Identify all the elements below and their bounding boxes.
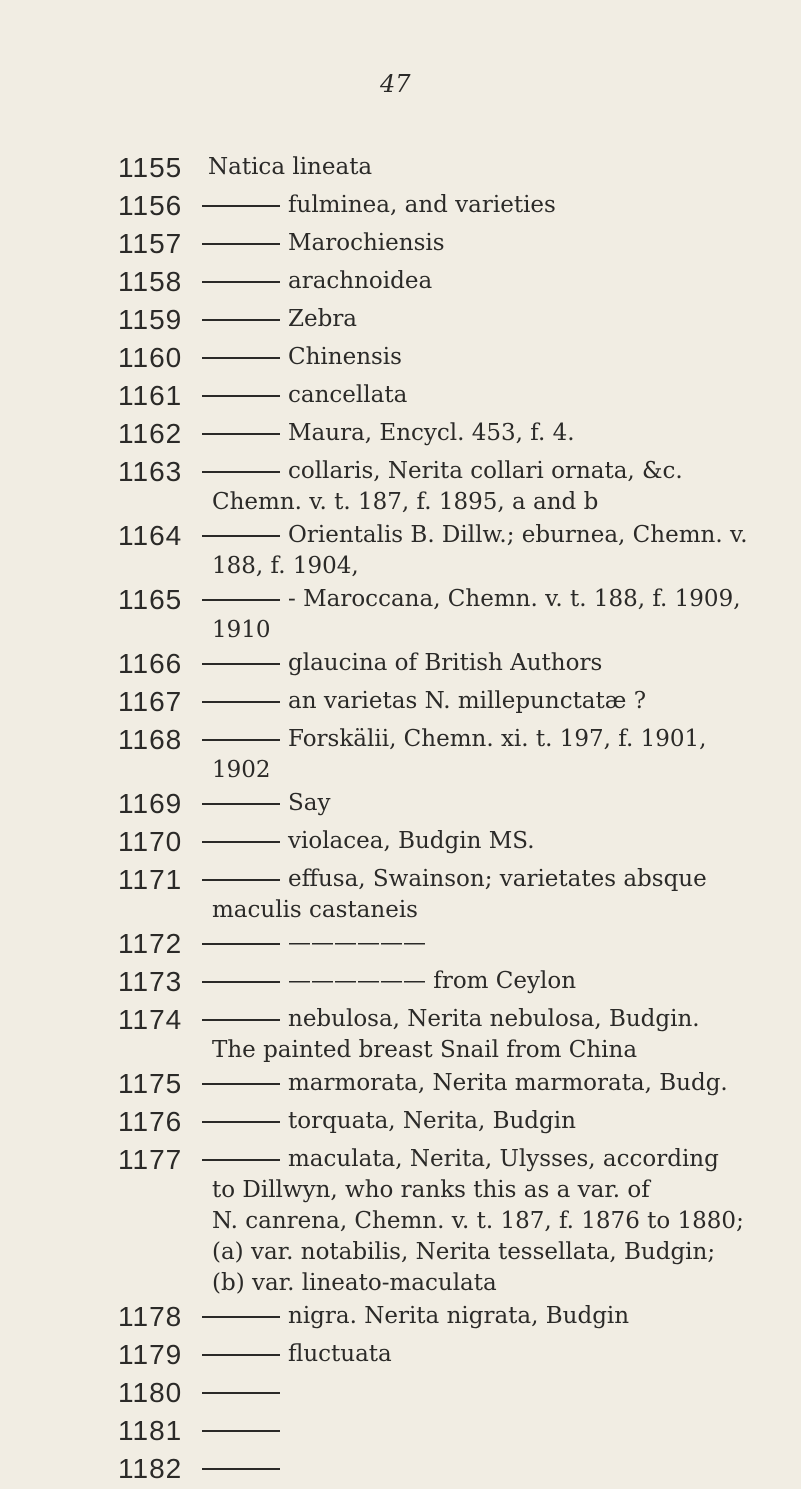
ditto-dash: [202, 1354, 280, 1356]
ditto-dash: [202, 1430, 280, 1432]
catalogue-entry: [0, 646, 801, 684]
entry-number: 1180: [118, 1377, 183, 1408]
ditto-dash: [202, 1316, 280, 1318]
entry-number: 1176: [118, 1106, 183, 1137]
catalogue-entry: [0, 1413, 801, 1451]
entry-text: [208, 150, 761, 183]
entry-number: 1159: [118, 304, 183, 335]
catalogue-entry: [0, 188, 801, 226]
entry-text: [202, 1142, 761, 1299]
entry-list: [0, 150, 801, 1489]
entry-line: Say: [288, 790, 331, 816]
entry-number: 1178: [118, 1301, 183, 1332]
entry-line: marmorata, Nerita marmorata, Budg.: [288, 1070, 728, 1096]
entry-text: [202, 862, 761, 926]
catalogue-entry: [0, 1337, 801, 1375]
entry-continuation-line: The painted breast Snail from China: [212, 1037, 638, 1063]
catalogue-entry: [0, 454, 801, 518]
entry-line: nigra. Nerita nigrata, Budgin: [288, 1303, 630, 1329]
entry-text: [202, 416, 761, 449]
catalogue-entry: [0, 378, 801, 416]
entry-line: Chinensis: [288, 344, 402, 370]
catalogue-entry: [0, 582, 801, 646]
entry-text: [202, 264, 761, 297]
entry-line: Orientalis B. Dillw.; eburnea, Chemn. v.: [288, 522, 748, 548]
entry-number: 1179: [118, 1339, 183, 1370]
ditto-dash: [202, 281, 280, 283]
entry-text: [202, 1337, 761, 1370]
entry-continuation-line: (a) var. notabilis, Nerita tessellata, Budgin;: [212, 1239, 716, 1265]
entry-text: [202, 1066, 761, 1099]
ditto-dash: [202, 841, 280, 843]
entry-text: [202, 786, 761, 819]
entry-number: 1177: [118, 1144, 183, 1175]
entry-line: collaris, Nerita collari ornata, &c.: [288, 458, 683, 484]
catalogue-entry: [0, 862, 801, 926]
entry-text: [202, 1451, 761, 1484]
entry-text: [202, 1104, 761, 1137]
entry-line: - Maroccana, Chemn. v. t. 188, f. 1909,: [288, 586, 741, 612]
entry-text: [202, 188, 761, 221]
ditto-dash: [202, 433, 280, 435]
entry-text: [202, 454, 761, 518]
entry-line: fulminea, and varieties: [288, 192, 556, 218]
catalogue-entry: [0, 226, 801, 264]
entry-number: 1165: [118, 584, 183, 615]
ditto-dash: [202, 943, 280, 945]
ditto-dash: [202, 879, 280, 881]
catalogue-entry: [0, 926, 801, 964]
entry-continuation-line: to Dillwyn, who ranks this as a var. of: [212, 1177, 650, 1203]
ditto-dash: [202, 1121, 280, 1123]
entry-number: 1172: [118, 928, 183, 959]
entry-number: 1161: [118, 380, 183, 411]
entry-text: [202, 340, 761, 373]
catalogue-entry: [0, 340, 801, 378]
entry-line: violacea, Budgin MS.: [288, 828, 535, 854]
entry-number: 1155: [118, 152, 183, 183]
catalogue-entry: [0, 786, 801, 824]
entry-text: [202, 964, 761, 997]
catalogue-entry: [0, 416, 801, 454]
ditto-dash: [202, 663, 280, 665]
entry-line: nebulosa, Nerita nebulosa, Budgin.: [288, 1006, 700, 1032]
catalogue-entry: [0, 1142, 801, 1299]
entry-line: Forskälii, Chemn. xi. t. 197, f. 1901,: [288, 726, 707, 752]
catalogue-entry: [0, 518, 801, 582]
entry-line: Natica lineata: [208, 154, 373, 180]
catalogue-entry: [0, 1066, 801, 1104]
entry-continuation-line: Chemn. v. t. 187, f. 1895, a and b: [212, 489, 599, 515]
entry-number: 1158: [118, 266, 183, 297]
ditto-dash: [202, 357, 280, 359]
entry-number: 1156: [118, 190, 183, 221]
entry-number: 1164: [118, 520, 183, 551]
catalogue-entry: [0, 1299, 801, 1337]
ditto-dash: [202, 535, 280, 537]
ditto-dash: [202, 739, 280, 741]
entry-text: [202, 302, 761, 335]
entry-number: 1163: [118, 456, 183, 487]
ditto-dash: [202, 1019, 280, 1021]
catalogue-entry: [0, 1002, 801, 1066]
entry-text: [202, 518, 761, 582]
ditto-dash: [202, 471, 280, 473]
entry-number: 1166: [118, 648, 183, 679]
entry-continuation-line: 1910: [212, 617, 271, 643]
entry-continuation-line: 1902: [212, 757, 271, 783]
entry-number: 1160: [118, 342, 183, 373]
entry-line: glaucina of British Authors: [288, 650, 603, 676]
catalogue-entry: [0, 722, 801, 786]
entry-text: [202, 1413, 761, 1446]
entry-number: 1167: [118, 686, 183, 717]
ditto-dash: [202, 599, 280, 601]
entry-number: 1157: [118, 228, 183, 259]
entry-number: 1162: [118, 418, 183, 449]
entry-line: maculata, Nerita, Ulysses, according: [288, 1146, 719, 1172]
catalogue-entry: [0, 1375, 801, 1413]
entry-line: torquata, Nerita, Budgin: [288, 1108, 576, 1134]
entry-text: [202, 684, 761, 717]
entry-number: 1169: [118, 788, 183, 819]
entry-text: [202, 1002, 761, 1066]
ditto-dash: [202, 395, 280, 397]
entry-text: [202, 226, 761, 259]
ditto-dash: [202, 319, 280, 321]
entry-text: [202, 1299, 761, 1332]
entry-text: [202, 1375, 761, 1408]
ditto-dash: [202, 803, 280, 805]
entry-number: 1181: [118, 1415, 183, 1446]
entry-text: [202, 646, 761, 679]
entry-line: cancellata: [288, 382, 408, 408]
catalogue-entry: [0, 150, 801, 188]
ditto-dash: [202, 1468, 280, 1470]
entry-text: [202, 722, 761, 786]
entry-number: 1182: [118, 1453, 183, 1484]
ditto-dash: [202, 205, 280, 207]
entry-line: effusa, Swainson; varietates absque: [288, 866, 707, 892]
entry-line: ——————: [288, 930, 426, 956]
entry-text: [202, 926, 761, 959]
entry-number: 1174: [118, 1004, 183, 1035]
catalogue-entry: [0, 824, 801, 862]
ditto-dash: [202, 1083, 280, 1085]
entry-line: —————— from Ceylon: [288, 968, 577, 994]
entry-number: 1175: [118, 1068, 183, 1099]
catalogue-entry: [0, 964, 801, 1002]
page-number: 47: [380, 70, 411, 98]
entry-continuation-line: N. canrena, Chemn. v. t. 187, f. 1876 to 1880;: [212, 1208, 744, 1234]
catalogue-entry: [0, 684, 801, 722]
ditto-dash: [202, 243, 280, 245]
catalogue-entry: [0, 264, 801, 302]
entry-continuation-line: 188, f. 1904,: [212, 553, 359, 579]
entry-number: 1173: [118, 966, 183, 997]
entry-line: Marochiensis: [288, 230, 445, 256]
entry-number: 1170: [118, 826, 183, 857]
ditto-dash: [202, 981, 280, 983]
ditto-dash: [202, 701, 280, 703]
entry-line: fluctuata: [288, 1341, 392, 1367]
entry-text: [202, 824, 761, 857]
entry-text: [202, 378, 761, 411]
entry-line: arachnoidea: [288, 268, 433, 294]
catalogue-entry: [0, 302, 801, 340]
catalogue-entry: [0, 1451, 801, 1489]
entry-continuation-line: (b) var. lineato-maculata: [212, 1270, 497, 1296]
entry-number: 1168: [118, 724, 183, 755]
entry-line: Maura, Encycl. 453, f. 4.: [288, 420, 575, 446]
ditto-dash: [202, 1392, 280, 1394]
entry-continuation-line: maculis castaneis: [212, 897, 418, 923]
entry-text: [202, 582, 761, 646]
entry-line: Zebra: [288, 306, 358, 332]
entry-line: an varietas N. millepunctatæ ?: [288, 688, 647, 714]
ditto-dash: [202, 1159, 280, 1161]
catalogue-entry: [0, 1104, 801, 1142]
entry-number: 1171: [118, 864, 183, 895]
